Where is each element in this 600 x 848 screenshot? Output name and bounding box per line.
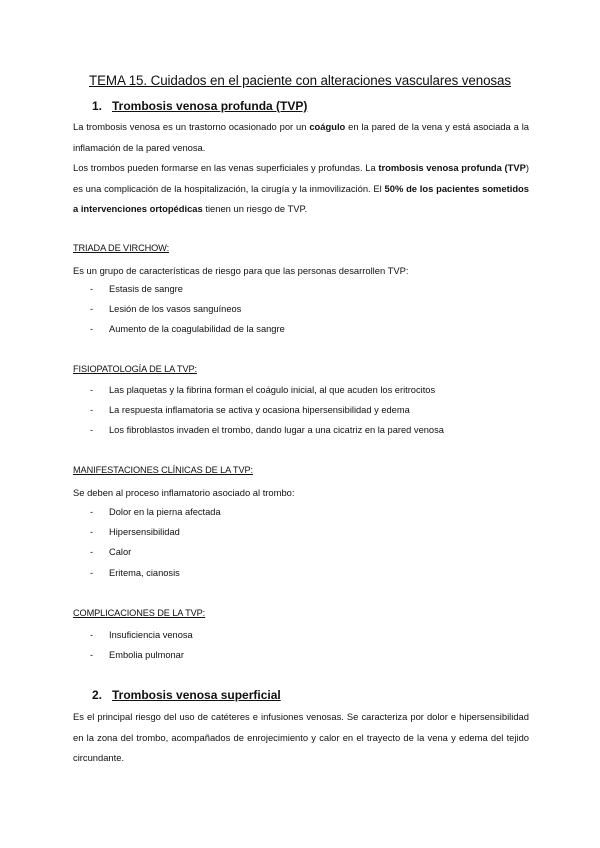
dash-bullet: - [90,425,94,436]
list-item-text: Dolor en la pierna afectada [109,507,221,517]
dash-bullet: - [90,284,94,294]
dash-bullet: - [90,304,94,315]
text-run: Los trombos pueden formarse en las venas superficiales y profundas. La [73,162,379,173]
list-item-text: Embolia pulmonar [109,650,184,661]
dash-bullet: - [90,385,94,395]
dash-bullet: - [90,567,94,578]
text-run: tienen un riesgo de TVP. [202,203,308,214]
dash-bullet: - [90,324,94,335]
list-item-text: Eritema, cianosis [109,567,180,578]
complicaciones-heading: COMPLICACIONES DE LA TVP: [73,608,206,618]
dash-bullet: - [90,405,94,416]
section-1-paragraph-2 [73,158,529,220]
list-item-text: Aumento de la coagulabilidad de la sangre [109,324,285,335]
list-item-text: Lesión de los vasos sanguíneos [109,304,242,315]
dash-bullet: - [90,650,94,661]
dash-bullet: - [90,527,94,538]
dash-bullet: - [90,630,94,640]
section-1-paragraph-1 [73,117,529,158]
section-2-title: Trombosis venosa superficial [112,688,281,702]
dash-bullet: - [90,507,94,517]
section-2-heading [92,688,281,702]
list-item-text: Insuficiencia venosa [109,630,193,640]
list-item-text: Calor [109,547,132,558]
text-run: en la pared de la vena y está asociada a la inflamación de la pared venosa. [73,121,530,153]
fisiopatologia-heading: FISIOPATOLOGÍA DE LA TVP: [73,364,197,374]
list-item-text: La respuesta inflamatoria se activa y ocasiona hipersensibilidad y edema [109,405,410,416]
virchow-heading: TRIADA DE VIRCHOW: [73,243,170,253]
section-1-heading [92,99,307,113]
section-2-number: 2. [92,688,103,702]
list-item-text: Hipersensibilidad [109,527,180,538]
section-2-paragraph-1: Es el principal riesgo del uso de catéteres e infusiones venosas. Se caracteriza por dolor e hipersensibilidad en la zona del trombo, acompañados de enrojecimiento y calor en el trayecto de la vena y edema del tejido circundante. [73,711,529,763]
list-item-text: Estasis de sangre [109,284,183,294]
manifestaciones-intro: Se deben al proceso inflamatorio asociado al trombo: [73,487,295,498]
list-item-text: Las plaquetas y la fibrina forman el coágulo inicial, al que acuden los eritrocitos [109,385,436,395]
text-run: La trombosis venosa es un trastorno ocasionado por un [73,121,310,132]
section-1-number: 1. [92,99,103,113]
page-title: TEMA 15. Cuidados en el paciente con alteraciones vasculares venosas [89,73,511,88]
section-1-title: Trombosis venosa profunda (TVP) [112,99,308,113]
text-run-bold: trombosis venosa profunda (TVP [378,162,526,173]
list-item-text: Los fibroblastos invaden el trombo, dando lugar a una cicatriz en la pared venosa [109,425,444,436]
text-run-bold: coágulo [309,121,346,132]
text-run: ) es una complicación de la hospitalización, la cirugía y la inmovilización. El [73,162,529,194]
dash-bullet: - [90,547,94,558]
virchow-intro: Es un grupo de características de riesgo para que las personas desarrollen TVP: [73,265,409,276]
text-run-bold: 50% de los pacientes sometidos a intervenciones ortopédicas [73,182,529,214]
manifestaciones-heading: MANIFESTACIONES CLÍNICAS DE LA TVP: [73,465,253,475]
